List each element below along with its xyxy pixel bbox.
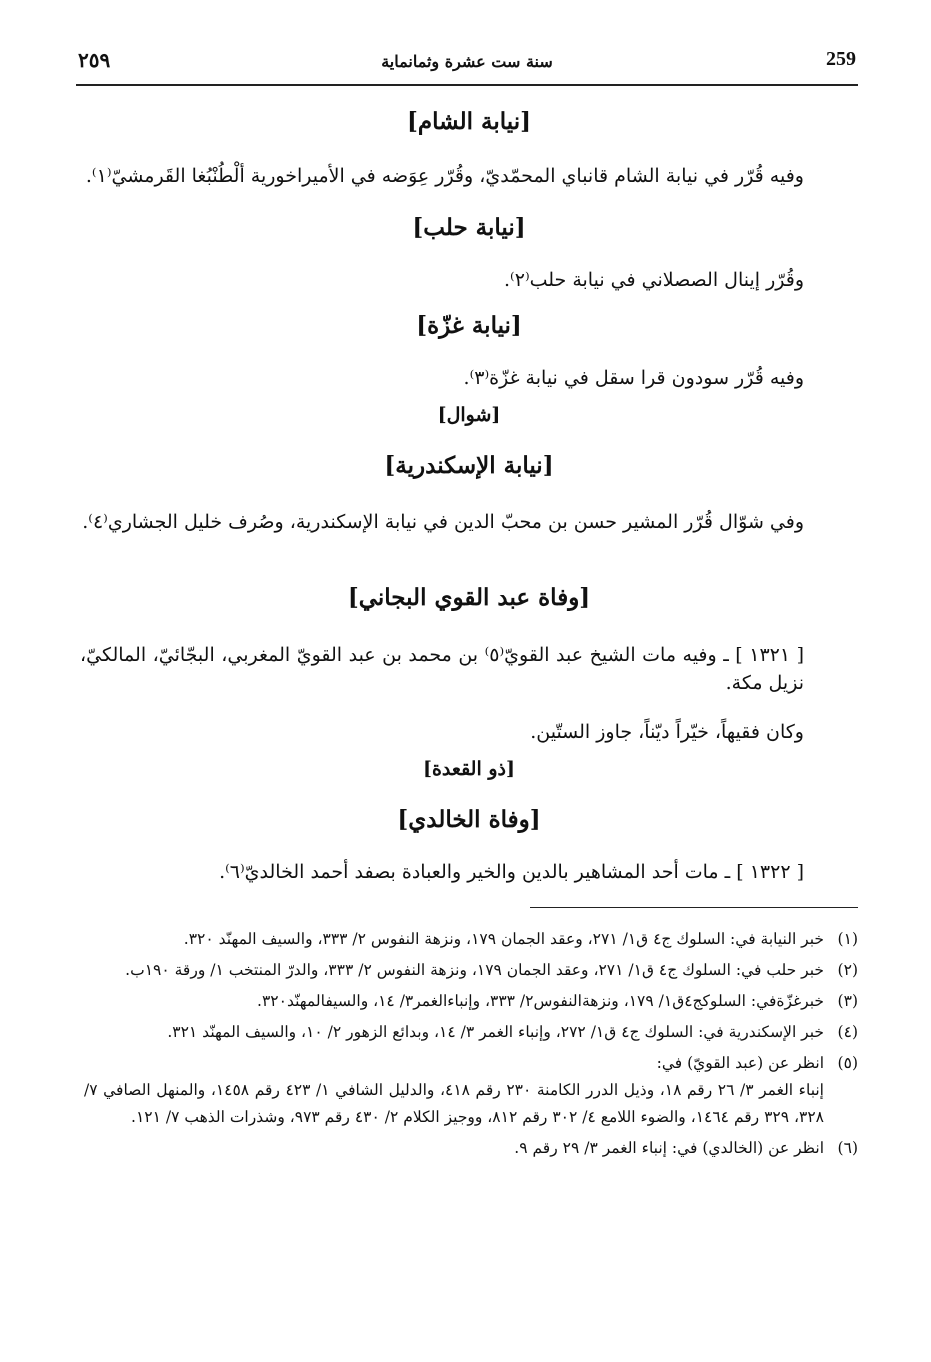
section-heading: [نيابة الإسكندرية]: [384, 452, 554, 479]
page-number-arabic: ٢٥٩: [78, 48, 111, 72]
footnote-number: (٢): [837, 961, 858, 979]
footnote: [84, 926, 858, 953]
footnote: [84, 1050, 858, 1131]
page-header: [76, 40, 858, 86]
section-heading: [وفاة الخالدي]: [397, 806, 541, 833]
footnote-number: (٣): [837, 992, 858, 1010]
footnote-number: (٦): [837, 1139, 858, 1157]
running-title: سنة ست عشرة وثمانماية: [381, 52, 553, 71]
footnote-text: انظر عن (الخالدي) في: إنباء الغمر ٣/ ٢٩ رقم ٩.: [514, 1139, 824, 1157]
section-heading: [نيابة الشام]: [406, 108, 532, 135]
section-heading: [وفاة عبد القوي البجاني]: [347, 584, 591, 611]
paragraph: وكان فقيهاً، خيّراً ديّناً، جاوز الستّين.: [530, 721, 804, 743]
month-heading: [ذو القعدة]: [422, 758, 515, 780]
footnote-number: (٥): [837, 1054, 858, 1072]
page-number-latin: 259: [826, 48, 856, 70]
paragraph: وقُرّر إينال الصصلاني في نيابة حلب⁽٢⁾.: [504, 269, 804, 291]
footnote-text: خبر النيابة في: السلوك ج٤ ق١/ ٢٧١، وعقد الجمان ١٧٩، ونزهة النفوس ٢/ ٣٣٣، والسيف المهنّد ٣٢٠.: [183, 930, 824, 948]
paragraph: وفيه قُرّر سودون قرا سقل في نيابة غزّة⁽٣⁾.: [463, 367, 804, 389]
footnote: [84, 957, 858, 984]
footnote: [84, 988, 858, 1015]
section-heading: [نيابة حلب]: [412, 214, 526, 241]
footnote: [84, 1135, 858, 1162]
paragraph: وفي شوّال قُرّر المشير حسن بن محبّ الدين في نيابة الإسكندرية، وصُرف خليل الجشاري⁽٤⁾.: [82, 511, 804, 533]
footnotes: [84, 926, 858, 1166]
footnote-text: [84, 1050, 824, 1131]
footnote-text: خبرغزّةفي: السلوكج٤ق١/ ١٧٩، ونزهةالنفوس٢/ ٣٣٣، وإنباءالغمر٣/ ١٤، والسيفالمهنّد٣٢٠.: [257, 992, 824, 1010]
footnote-number: (٤): [837, 1023, 858, 1041]
biography-entry: [ ١٣٢١ ] ـ وفيه مات الشيخ عبد القويّ⁽٥⁾ بن محمد بن عبد القويّ المغربي، البجّائيّ، المالكيّ، نزيل مكة.: [80, 644, 804, 694]
footnote-sources: إنباء الغمر ٣/ ٢٦ رقم ١٨، وذيل الدرر الكامنة ٢٣٠ رقم ٤١٨، والدليل الشافي ١/ ٤٢٣ رقم ١٤٥٨، والمنهل الصافي ٧/ ٣٢٨، ٣٢٩ رقم ١٤٦٤، والضوء اللامع ٤/ ٣٠٢ رقم ٨١٢، ووجيز الكلام ٢/ ٤٣٠ رقم ٩٧٣، وشذرات الذهب ٧/ ١٢١.: [84, 1081, 824, 1126]
paragraph: وفيه قُرّر في نيابة الشام قانباي المحمّديّ، وقُرّر عِوَضه في الأميراخورية ألْطُنْبُغا القَرمشيّ⁽١⁾.: [85, 165, 804, 187]
footnote: [84, 1019, 858, 1046]
footnote-number: (١): [837, 930, 858, 948]
footnote-intro: انظر عن (عبد القويّ) في:: [656, 1054, 824, 1072]
section-heading: [نيابة غزّة]: [416, 312, 522, 339]
footnote-text: خبر الإسكندرية في: السلوك ج٤ ق١/ ٢٧٢، وإنباء الغمر ٣/ ١٤، وبدائع الزهور ٢/ ١٠، والسيف المهنّد ٣٢١.: [167, 1023, 824, 1041]
footnote-text: خبر حلب في: السلوك ج٤ ق١/ ٢٧١، وعقد الجمان ١٧٩، ونزهة النفوس ٢/ ٣٣٣، والدرّ المنتخب ١/ ورقة ١٩٠ب.: [125, 961, 824, 979]
month-heading: [شوال]: [437, 404, 501, 426]
biography-entry: [ ١٣٢٢ ] ـ مات أحد المشاهير بالدين والخير والعبادة بصفد أحمد الخالديّ⁽٦⁾.: [219, 861, 804, 883]
footnote-rule: [530, 907, 858, 908]
